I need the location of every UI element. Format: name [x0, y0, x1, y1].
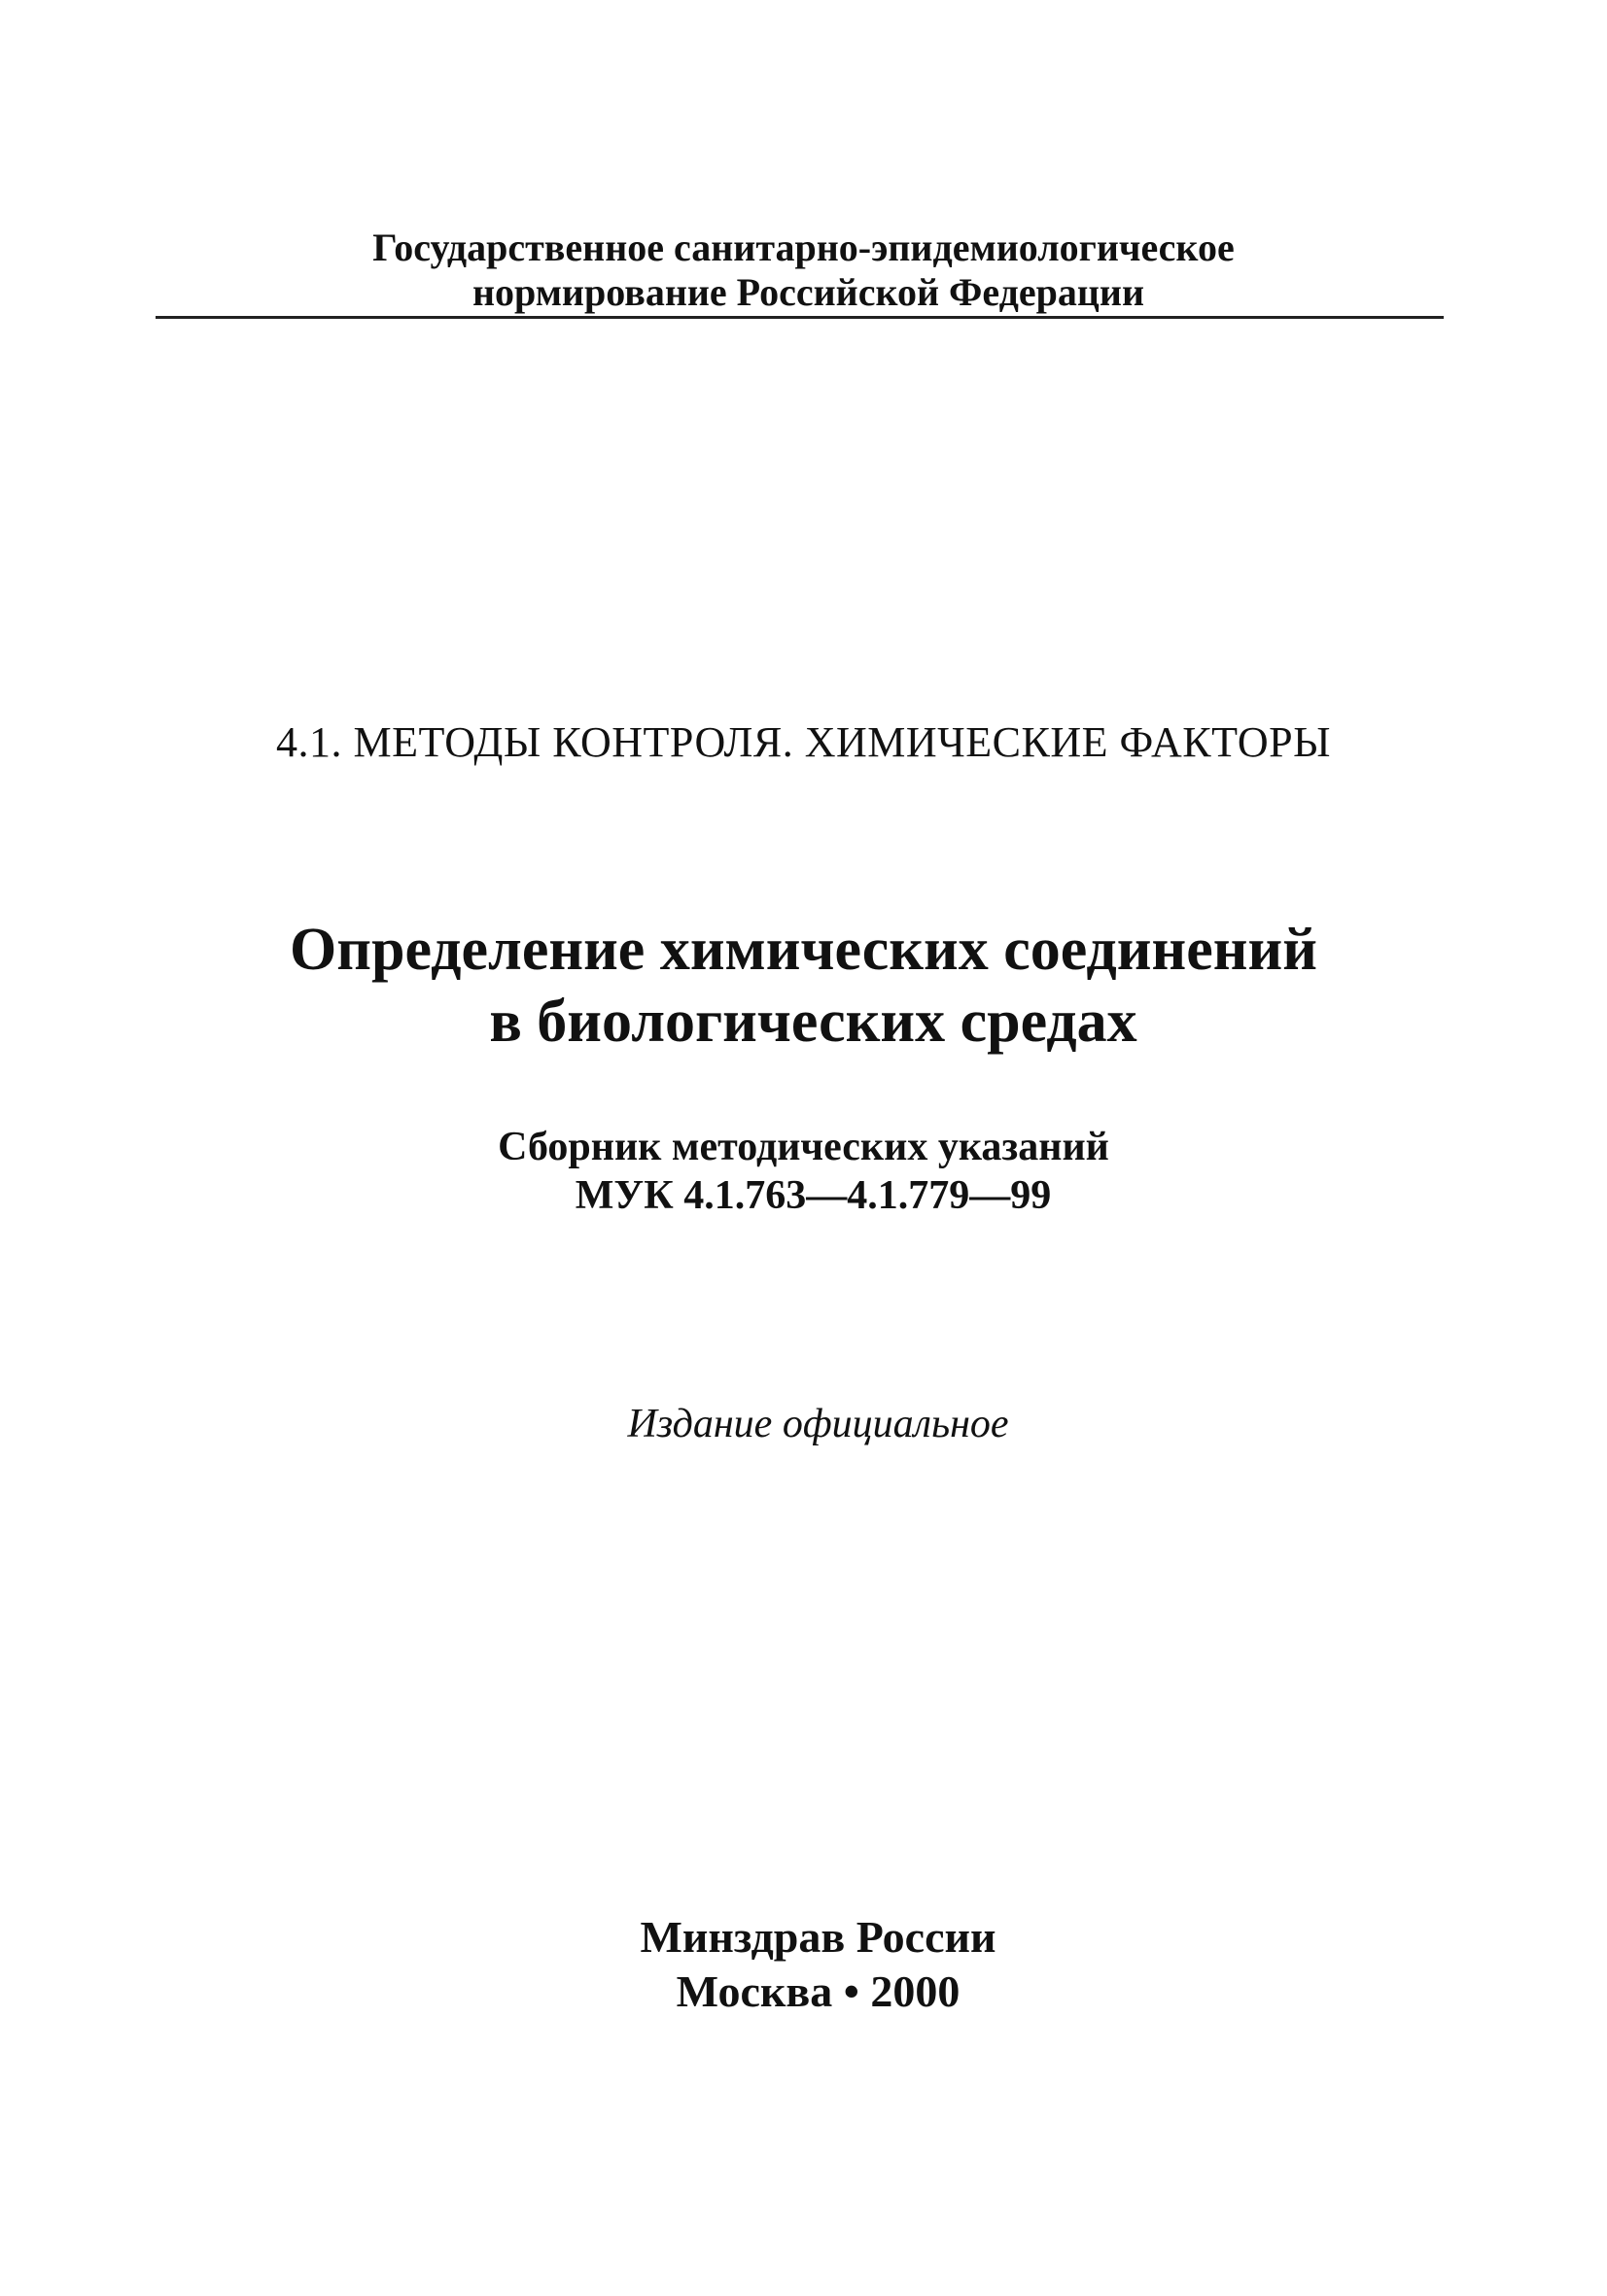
document-title-line-1: Определение химических соединений: [290, 917, 1317, 983]
publisher-imprint: [0, 1910, 1607, 2019]
document-subtitle: [0, 1123, 1607, 1220]
series-header: [0, 226, 1607, 315]
series-header-line-1: Государственное санитарно-эпидемиологическое: [372, 226, 1235, 269]
document-title-line-2: в биологических средах: [489, 989, 1137, 1055]
header-divider: [156, 316, 1444, 319]
section-heading: 4.1. МЕТОДЫ КОНТРОЛЯ. ХИМИЧЕСКИЕ ФАКТОРЫ: [275, 718, 1332, 766]
series-header-line-2: нормирование Российской Федерации: [472, 270, 1144, 314]
publisher-city-year: Москва • 2000: [676, 1966, 961, 2016]
document-title: [0, 914, 1607, 1058]
publisher-name: Минздрав России: [640, 1912, 996, 1962]
document-subtitle-line-1: Сборник методических указаний: [498, 1125, 1109, 1169]
document-code: МУК 4.1.763—4.1.779—99: [575, 1173, 1052, 1218]
edition-note: Издание официальное: [627, 1402, 1009, 1446]
